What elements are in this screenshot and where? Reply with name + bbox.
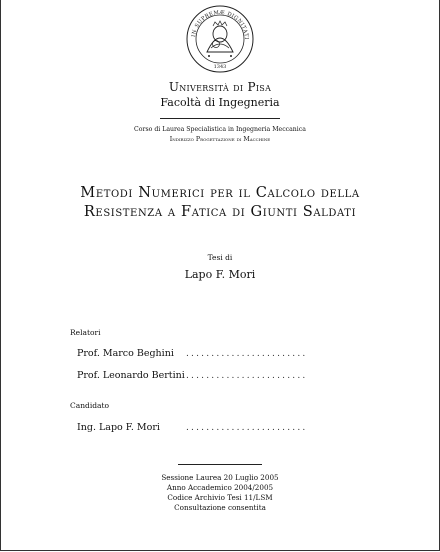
consultation-status: Consultazione consentita	[174, 503, 266, 512]
signature-line-2: ........................	[186, 371, 308, 381]
relatori-label: Relatori	[70, 328, 101, 337]
university-seal-logo	[185, 4, 255, 74]
tesi-di-label: Tesi di	[207, 253, 233, 262]
footer-divider	[178, 464, 262, 465]
archive-code: Codice Archivio Tesi 11/LSM	[167, 493, 273, 502]
signature-line-1: ........................	[186, 349, 308, 359]
faculty-name: Facoltà di Ingegneria	[160, 96, 280, 109]
thesis-author: Lapo F. Mori	[184, 268, 256, 281]
course-line: Corso di Laurea Specialistica in Ingegneria Meccanica	[134, 126, 306, 133]
candidato-name: Ing. Lapo F. Mori	[77, 422, 160, 433]
thesis-title-line-2: Resistenza a Fatica di Giunti Saldati	[83, 203, 357, 220]
relatore-name-1: Prof. Marco Beghini	[77, 348, 174, 359]
academic-year: Anno Accademico 2004/2005	[166, 483, 274, 492]
candidato-label: Candidato	[70, 401, 110, 410]
university-name: Università di Pisa	[168, 80, 272, 94]
course-track-line: Indirizzo Progettazione di Macchine	[169, 136, 271, 143]
svg-text:1343: 1343	[213, 64, 227, 70]
signature-line-3: ........................	[186, 423, 308, 433]
relatore-name-2: Prof. Leonardo Bertini	[77, 370, 185, 381]
thesis-title-line-1: Metodi Numerici per il Calcolo della	[80, 184, 360, 201]
svg-text:IN SUPREMÆ DIGNITATIS: IN SUPREMÆ DIGNITATI	[191, 9, 250, 40]
session-info: Sessione Laurea 20 Luglio 2005	[161, 473, 279, 482]
header-divider	[160, 118, 280, 119]
